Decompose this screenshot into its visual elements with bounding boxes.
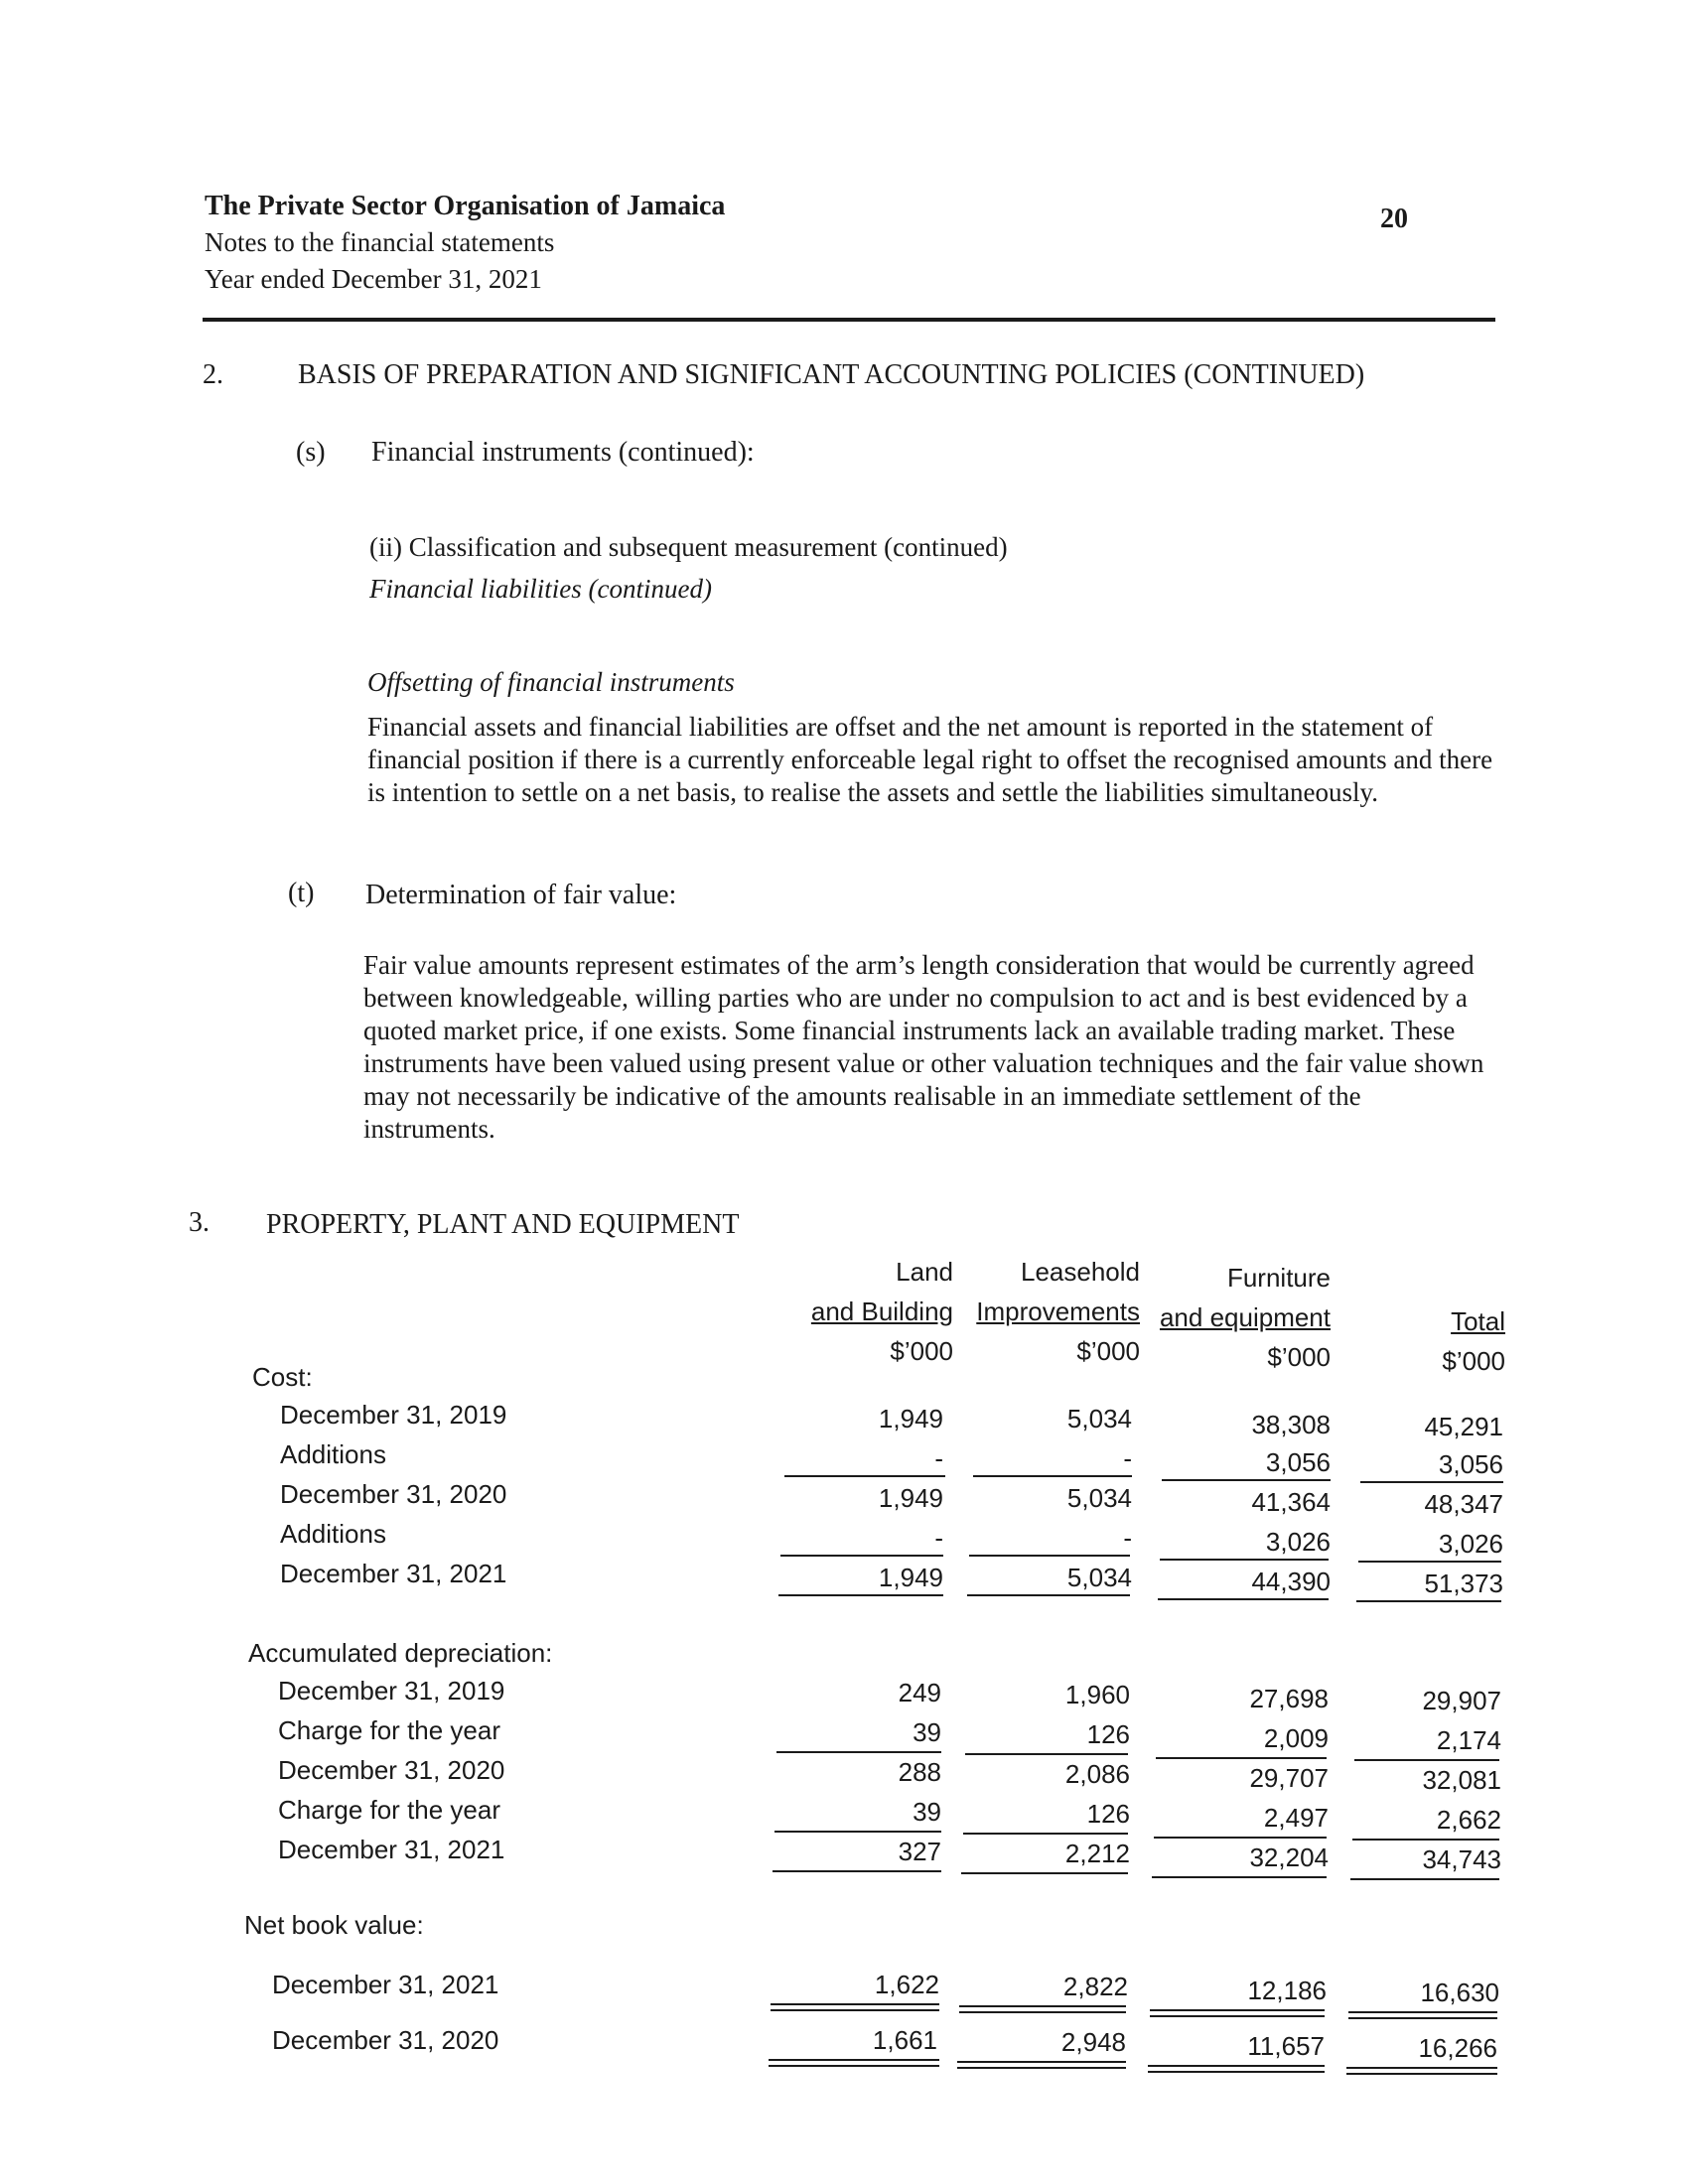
subtotal-rule	[1358, 1561, 1501, 1563]
subtotal-rule	[1156, 1757, 1327, 1759]
cell: 11,657	[1247, 2031, 1325, 2061]
subtotal-rule	[1160, 1559, 1329, 1561]
double-rule	[1150, 2015, 1325, 2017]
cell: 39	[913, 1797, 941, 1827]
double-rule	[1346, 2073, 1497, 2075]
total-rule	[1152, 1876, 1327, 1878]
col-1-unit: $’000	[890, 1336, 953, 1366]
subtotal-rule	[973, 1475, 1132, 1477]
cell: 1,949	[878, 1404, 943, 1433]
double-rule	[1346, 2067, 1497, 2069]
cell: 1,949	[878, 1563, 943, 1592]
total-rule	[967, 1594, 1130, 1596]
cell: 2,822	[1062, 1972, 1128, 2001]
col-3-line1: Furniture	[1226, 1263, 1331, 1293]
col-3-unit: $’000	[1267, 1342, 1331, 1372]
nbv-row-label: December 31, 2020	[272, 2025, 499, 2055]
nbv-heading: Net book value:	[244, 1910, 424, 1940]
depreciation-row-label: December 31, 2019	[278, 1676, 505, 1706]
cell: 32,204	[1249, 1843, 1329, 1872]
subsection-s-label: (s)	[296, 437, 326, 468]
cell: 5,034	[1066, 1483, 1132, 1513]
financial-liabilities-subheading: Financial liabilities (continued)	[369, 574, 712, 604]
double-rule	[771, 2003, 939, 2005]
cell: 2,174	[1436, 1725, 1501, 1755]
section-2-title: BASIS OF PREPARATION AND SIGNIFICANT ACCOUNTING POLICIES (CONTINUED)	[298, 359, 1365, 390]
cell: 3,026	[1438, 1529, 1503, 1559]
col-4-unit: $’000	[1442, 1346, 1505, 1376]
total-rule	[1350, 1878, 1499, 1880]
double-rule	[959, 2005, 1126, 2007]
subtotal-rule	[776, 1751, 941, 1753]
cell: 38,308	[1251, 1410, 1331, 1439]
cell: 5,034	[1066, 1563, 1132, 1592]
cost-row-label: Additions	[280, 1439, 386, 1469]
depreciation-heading: Accumulated depreciation:	[248, 1638, 553, 1668]
double-rule	[771, 2009, 939, 2011]
double-rule	[1148, 2065, 1325, 2067]
subtotal-rule	[963, 1833, 1128, 1835]
organisation-name: The Private Sector Organisation of Jamaica	[205, 191, 726, 221]
cell: -	[1123, 1443, 1132, 1473]
cell: 41,364	[1251, 1487, 1331, 1517]
total-rule	[961, 1872, 1128, 1874]
classification-subheading: (ii) Classification and subsequent measurement (continued)	[369, 532, 1008, 562]
cell: 44,390	[1251, 1567, 1331, 1596]
col-3-line2-text: and equipment	[1159, 1302, 1331, 1332]
subsection-s-title: Financial instruments (continued):	[371, 437, 755, 468]
header-subtitle: Notes to the financial statements	[205, 227, 555, 257]
cost-heading: Cost:	[252, 1362, 313, 1392]
cell: 32,081	[1422, 1765, 1501, 1795]
col-2-unit: $’000	[1076, 1336, 1140, 1366]
cell: 126	[1086, 1799, 1130, 1829]
subtotal-rule	[1352, 1839, 1499, 1841]
cost-row-label: December 31, 2019	[280, 1400, 507, 1430]
cell: 29,907	[1422, 1686, 1501, 1715]
cell: 3,056	[1438, 1449, 1503, 1479]
section-2-number: 2.	[203, 359, 223, 390]
offsetting-paragraph: Financial assets and financial liabilities are offset and the net amount is reported in the statement of financial position if there is a currently enforceable legal right to offset the recognised amounts and there is intention to settle on a net basis, to realise the assets and settle the liabilities simultaneously.	[367, 712, 1493, 807]
header-rule	[203, 318, 1495, 322]
offsetting-title: Offsetting of financial instruments	[367, 667, 735, 697]
total-rule	[1356, 1600, 1501, 1602]
cell: 2,662	[1436, 1805, 1501, 1835]
cell: 34,743	[1422, 1844, 1501, 1874]
depreciation-row-label: December 31, 2021	[278, 1835, 505, 1864]
double-rule	[1148, 2071, 1325, 2073]
page-number: 20	[1380, 204, 1408, 234]
cost-row-label: Additions	[280, 1519, 386, 1549]
double-rule	[1348, 2017, 1497, 2019]
cell: 12,186	[1247, 1976, 1327, 2005]
cell: 48,347	[1424, 1489, 1503, 1519]
cell: 29,707	[1249, 1763, 1329, 1793]
cell: 5,034	[1066, 1404, 1132, 1433]
col-2-line1: Leasehold	[1021, 1257, 1140, 1287]
double-rule	[959, 2011, 1126, 2013]
subtotal-rule	[780, 1555, 943, 1557]
cell: 2,009	[1263, 1723, 1329, 1753]
subsection-t-title: Determination of fair value:	[365, 880, 677, 910]
subtotal-rule	[965, 1753, 1128, 1755]
nbv-row-label: December 31, 2021	[272, 1970, 499, 1999]
cell: 1,622	[874, 1970, 939, 1999]
cell: 3,056	[1265, 1447, 1331, 1477]
cell: 327	[898, 1837, 941, 1866]
section-3-number: 3.	[189, 1207, 210, 1238]
double-rule	[957, 2061, 1126, 2063]
subtotal-rule	[969, 1555, 1130, 1557]
total-rule	[1158, 1598, 1329, 1600]
cell: 2,948	[1060, 2027, 1126, 2057]
col-4-line2-text: Total	[1451, 1306, 1505, 1336]
cell: 51,373	[1424, 1569, 1503, 1598]
cell: 45,291	[1424, 1412, 1503, 1441]
cost-row-label: December 31, 2020	[280, 1479, 507, 1509]
cell: 1,960	[1064, 1680, 1130, 1709]
cell: 2,212	[1064, 1839, 1130, 1868]
cell: 288	[898, 1757, 941, 1787]
section-3-title: PROPERTY, PLANT AND EQUIPMENT	[266, 1209, 740, 1240]
cell: 16,266	[1418, 2033, 1497, 2063]
fair-value-paragraph: Fair value amounts represent estimates of the arm’s length consideration that would be currently agreed between knowledgeable, willing parties who are under no compulsion to act and is best evidenced by a quoted market price, if one exists. Some financial instruments lack an available trading market. These instruments have been valued using present value or other valuation techniques and the fair value shown may not necessarily be indicative of the amounts realisable in an immediate settlement of the instruments.	[363, 950, 1484, 1144]
cell: 126	[1086, 1719, 1130, 1749]
cell: 2,497	[1263, 1803, 1329, 1833]
cell: -	[1123, 1523, 1132, 1553]
subtotal-rule	[1360, 1481, 1503, 1483]
header-year: Year ended December 31, 2021	[205, 264, 542, 294]
subtotal-rule	[1154, 1837, 1327, 1839]
col-1-line2-text: and Building	[810, 1297, 953, 1326]
cell: 1,661	[872, 2025, 937, 2055]
subtotal-rule	[1354, 1759, 1499, 1761]
cell: 27,698	[1249, 1684, 1329, 1713]
depreciation-row-label: Charge for the year	[278, 1795, 501, 1825]
double-rule	[769, 2059, 939, 2061]
cell: 2,086	[1064, 1759, 1130, 1789]
cell: 16,630	[1420, 1978, 1499, 2007]
depreciation-row-label: Charge for the year	[278, 1715, 501, 1745]
cell: 39	[913, 1717, 941, 1747]
double-rule	[1348, 2011, 1497, 2013]
double-rule	[769, 2065, 939, 2067]
cell: 3,026	[1265, 1527, 1331, 1557]
total-rule	[778, 1594, 943, 1596]
col-1-line2	[735, 1297, 953, 1327]
double-rule	[1150, 2009, 1325, 2011]
total-rule	[773, 1870, 941, 1872]
col-2-line2	[921, 1297, 1140, 1327]
double-rule	[957, 2067, 1126, 2069]
col-4-line2	[1287, 1306, 1505, 1337]
subtotal-rule	[1162, 1479, 1331, 1481]
subtotal-rule	[784, 1475, 945, 1477]
cell: 249	[898, 1678, 941, 1707]
cell: -	[934, 1523, 943, 1553]
cell: 1,949	[878, 1483, 943, 1513]
col-2-line2-text: Improvements	[976, 1297, 1140, 1326]
depreciation-row-label: December 31, 2020	[278, 1755, 505, 1785]
cell: -	[934, 1443, 943, 1473]
cost-row-label: December 31, 2021	[280, 1559, 507, 1588]
subtotal-rule	[774, 1831, 941, 1833]
col-1-line1: Land	[896, 1257, 953, 1287]
subsection-t-label: (t)	[288, 878, 315, 908]
